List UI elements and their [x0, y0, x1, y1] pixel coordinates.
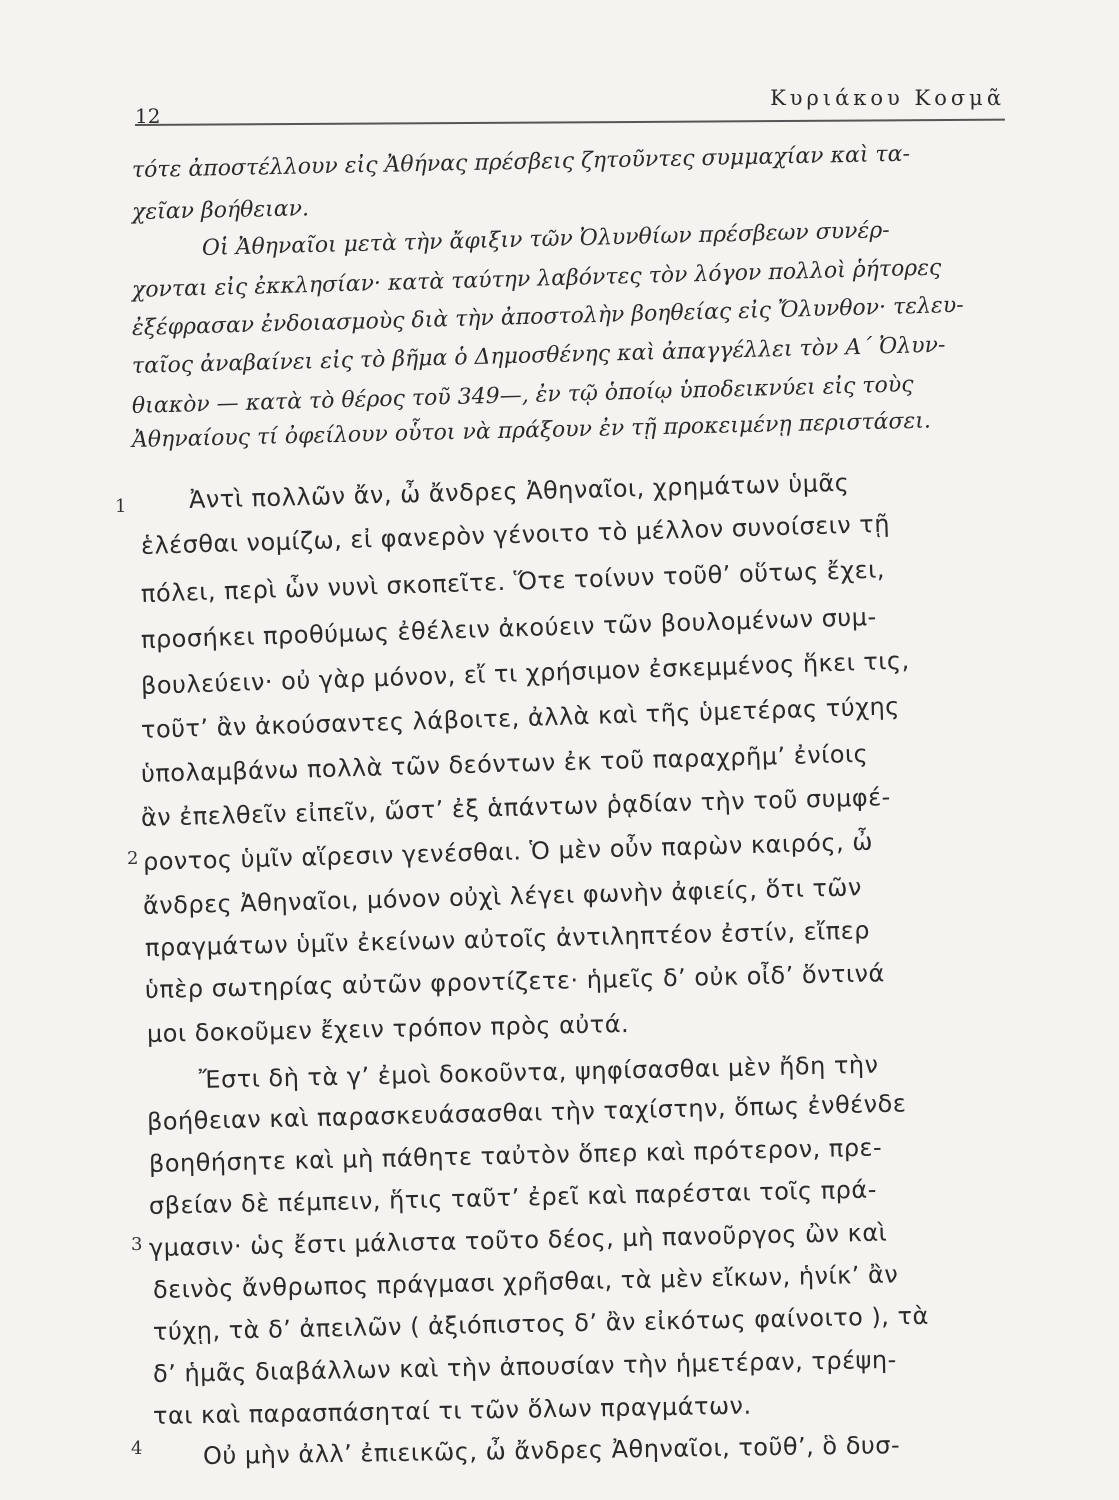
header-rule [135, 119, 1005, 126]
intro-line: Οἱ Ἀθηναῖοι μετὰ τὴν ἄφιξιν τῶν Ὀλυνθίων πρέσβεων συνέρ- [201, 217, 890, 261]
oration-line: τοῦτ’ ἂν ἀκούσαντες λάβοιτε, ἀλλὰ καὶ τῆς ὑμετέρας τύχης [140, 692, 901, 744]
oration-line: δ’ ἡμᾶς διαβάλλων καὶ τὴν ἀπουσίαν τὴν ἡμετέραν, τρέψη- [152, 1345, 897, 1388]
section-number: 1 [115, 496, 127, 517]
oration-line: ἄνδρες Ἀθηναῖοι, μόνον οὐχὶ λέγει φωνὴν ἀφιείς, ὅτι τῶν [142, 873, 863, 920]
intro-line: Ἀθηναίους τί ὀφείλουν οὗτοι νὰ πράξουν ἐν τῇ προκειμένῃ περιστάσει. [131, 408, 932, 453]
oration-line: Ἀντὶ πολλῶν ἄν, ὦ ἄνδρες Ἀθηναῖοι, χρημάτων ὑμᾶς [188, 468, 850, 514]
intro-line: χεῖαν βοήθειαν. [131, 196, 310, 225]
intro-line: θιακὸν — κατὰ τὸ θέρος τοῦ 349—, ἐν τῷ ὁποίῳ ὑποδεικνύει εἰς τοὺς [131, 372, 914, 419]
intro-line: ἐξέφρασαν ἐνδοιασμοὺς διὰ τὴν ἀποστολὴν βοηθείας εἰς Ὄλυνθον· τελευ- [131, 292, 964, 341]
section-number: 4 [131, 1438, 143, 1459]
oration-line: ἂν ἐπελθεῖν εἰπεῖν, ὥστ’ ἐξ ἁπάντων ῥᾳδίαν τὴν τοῦ συμφέ- [140, 783, 892, 832]
page-number: 12 [135, 104, 161, 128]
oration-line: μοι δοκοῦμεν ἔχειν τρόπον πρὸς αὐτά. [146, 1009, 630, 1048]
oration-line: γμασιν· ὡς ἔστι μάλιστα τοῦτο δέος, μὴ πανοῦργος ὢν καὶ [148, 1218, 888, 1262]
oration-line: βοηθήσητε καὶ μὴ πάθητε ταὐτὸν ὅπερ καὶ πρότερον, πρε- [148, 1133, 883, 1178]
oration-line: δεινὸς ἄνθρωπος πράγμασι χρῆσθαι, τὰ μὲν εἴκων, ἡνίκ’ ἂν [152, 1260, 899, 1304]
oration-line: Οὐ μὴν ἀλλ’ ἐπιεικῶς, ὦ ἄνδρες Ἀθηναῖοι, τοῦθ’, ὃ δυσ- [202, 1431, 901, 1470]
running-head: Κυριάκου Κοσμᾶ [770, 86, 1005, 110]
oration-line: βοήθειαν καὶ παρασκευάσασθαι τὴν ταχίστην, ὅπως ἐνθένδε [146, 1089, 907, 1136]
oration-line: ὑπὲρ σωτηρίας αὐτῶν φροντίζετε· ἡμεῖς δ’ οὐκ οἶδ’ ὅντινά [144, 959, 886, 1004]
intro-line: τότε ἀποστέλλουν εἰς Ἀθήνας πρέσβεις ζητοῦντες συμμαχίαν καὶ τα- [131, 141, 911, 183]
section-number: 3 [131, 1234, 143, 1255]
oration-line: ὑπολαμβάνω πολλὰ τῶν δεόντων ἐκ τοῦ παραχρῆμ’ ἐνίοις [140, 739, 869, 788]
intro-line: χονται εἰς ἐκκλησίαν· κατὰ ταύτην λαβόντες τὸν λόγον πολλοὶ ῥήτορες [131, 255, 942, 303]
oration-line: προσήκει προθύμως ἐθέλειν ἀκούειν τῶν βουλομένων συμ- [140, 602, 878, 654]
oration-line: ἑλέσθαι νομίζω, εἰ φανερὸν γένοιτο τὸ μέλλον συνοίσειν τῇ [140, 509, 891, 560]
oration-line: τύχῃ, τὰ δ’ ἀπειλῶν ( ἀξιόπιστος δ’ ἂν εἰκότως φαίνοιτο ), τὰ [152, 1301, 930, 1346]
oration-line: πραγμάτων ὑμῖν ἐκείνων αὐτοῖς ἀντιληπτέον ἐστίν, εἴπερ [144, 916, 871, 962]
oration-line: σβείαν δὲ πέμπειν, ἥτις ταῦτ’ ἐρεῖ καὶ παρέσται τοῖς πρά- [148, 1175, 878, 1220]
oration-line: ται καὶ παρασπάσηταί τι τῶν ὅλων πραγμάτων. [152, 1391, 752, 1430]
oration-line: πόλει, περὶ ὧν νυνὶ σκοπεῖτε. Ὅτε τοίνυν τοῦθ’ οὕτως ἔχει, [140, 555, 886, 608]
intro-line: ταῖος ἀναβαίνει εἰς τὸ βῆμα ὁ Δημοσθένης καὶ ἀπαγγέλλει τὸν Α΄ Ὀλυν- [131, 332, 946, 379]
page-header [135, 86, 1005, 126]
oration-line: Ἔστι δὴ τὰ γ’ ἐμοὶ δοκοῦντα, ψηφίσασθαι μὲν ἤδη τὴν [198, 1050, 879, 1094]
oration-line: ροντος ὑμῖν αἵρεσιν γενέσθαι. Ὁ μὲν οὖν παρὼν καιρός, ὦ [142, 827, 874, 876]
section-number: 2 [127, 848, 139, 869]
oration-line: βουλεύειν· οὐ γὰρ μόνον, εἴ τι χρήσιμον ἐσκεμμένος ἥκει τις, [140, 646, 911, 700]
